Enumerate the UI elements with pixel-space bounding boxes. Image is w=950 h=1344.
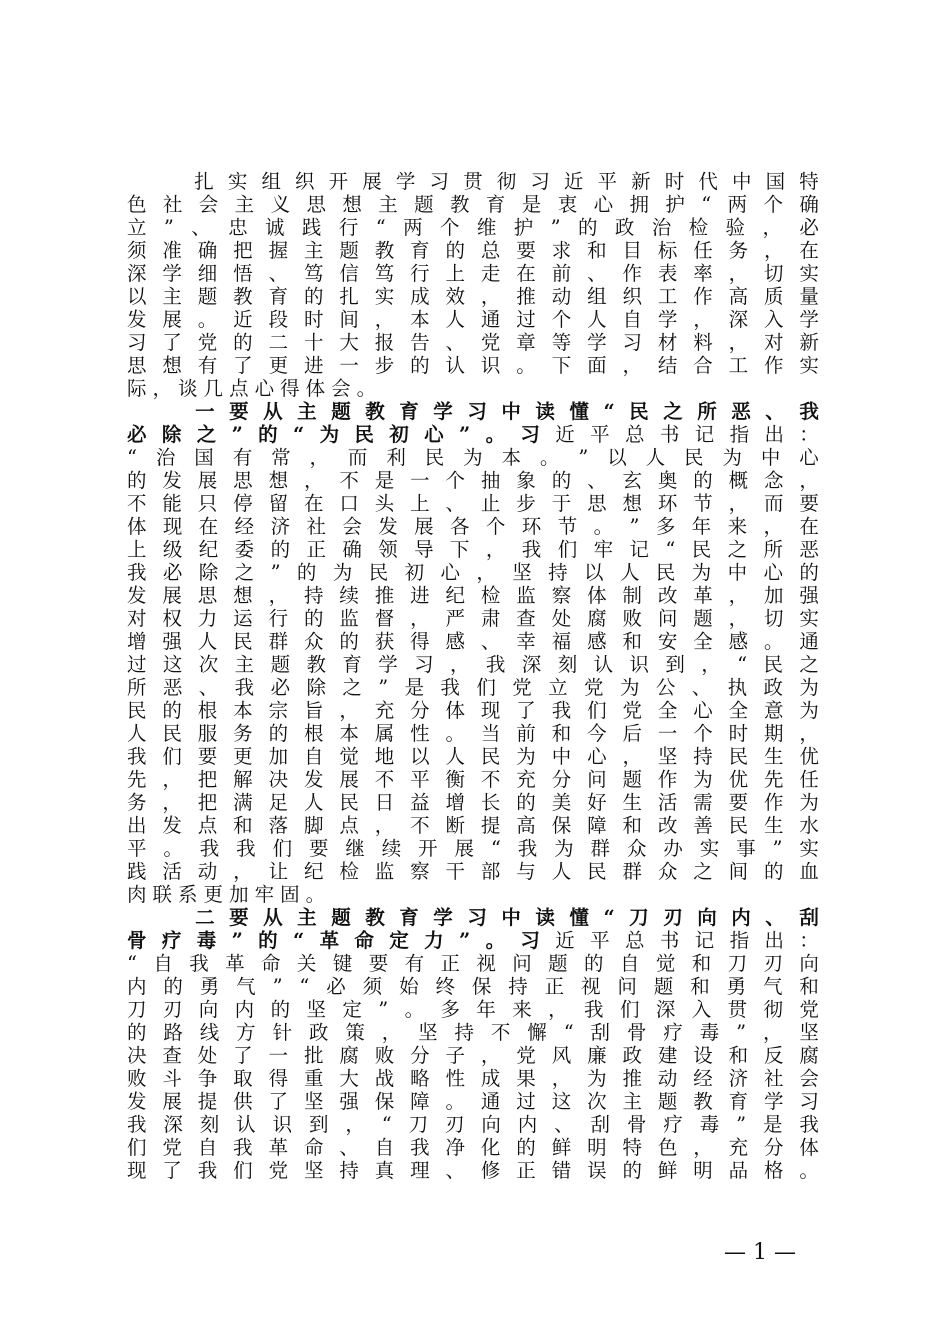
text-line: 须 准 确 把 握 主 题 教 育 的 总 要 求 和 目 标 任 务 ， 在 [127, 239, 819, 262]
text-line: 出 发 点 和 落 脚 点 ， 不 断 提 高 保 障 和 改 善 民 生 水 [127, 814, 819, 837]
text-line: 增 强 人 民 群 众 的 获 得 感 、 幸 福 感 和 安 全 感 。 通 [127, 630, 819, 653]
text-line: “ 自 我 革 命 关 键 要 有 正 视 问 题 的 自 觉 和 刀 刃 向 [127, 952, 819, 975]
text-line: 的 发 展 思 想 ， 不 是 一 个 抽 象 的 、 玄 奥 的 概 念 ， [127, 469, 819, 492]
text-line: 肉 联 系 更 加 牢 固 。 [127, 883, 332, 906]
text-line: 发 展 。 近 段 时 间 ， 本 人 通 过 个 人 自 学 ， 深 入 学 [127, 308, 819, 331]
text-line: 践 活 动 ， 让 纪 检 监 察 干 部 与 人 民 群 众 之 间 的 血 [127, 860, 819, 883]
text-line: 内 的 勇 气 ” “ 必 须 始 终 保 持 正 视 问 题 和 勇 气 和 [127, 975, 819, 998]
text-line: 过 这 次 主 题 教 育 学 习 ， 我 深 刻 认 识 到 ， “ 民 之 [127, 653, 819, 676]
text-line: 务 ， 把 满 足 人 民 日 益 增 长 的 美 好 生 活 需 要 作 为 [127, 791, 819, 814]
page-number: — 1 — [724, 1240, 796, 1265]
text-line: 决 查 处 了 一 批 腐 败 分 子 ， 党 风 廉 政 建 设 和 反 腐 [127, 1044, 819, 1067]
text-line: 对 权 力 运 行 的 监 督 ， 严 肃 查 处 腐 败 问 题 ， 切 实 [127, 607, 819, 630]
text-line: “ 治 国 有 常 ， 而 利 民 为 本 。 ” 以 人 民 为 中 心 [127, 446, 819, 469]
text-line: 我 必 除 之 ” 的 为 民 初 心 ， 坚 持 以 人 民 为 中 心 的 [127, 561, 819, 584]
text-line: 刀 刃 向 内 的 坚 定 ” 。 多 年 来 ， 我 们 深 入 贯 彻 党 [127, 998, 819, 1021]
text-line: 深 学 细 悟 、 笃 信 笃 行 上 走 在 前 、 作 表 率 ， 切 实 [127, 262, 819, 285]
text-line: 败 斗 争 取 得 重 大 战 略 性 成 果 ， 为 推 动 经 济 社 会 [127, 1067, 819, 1090]
text-line: 民 的 根 本 宗 旨 ， 充 分 体 现 了 我 们 党 全 心 全 意 为 [127, 699, 819, 722]
text-line: 我 们 要 更 加 自 觉 地 以 人 民 为 中 心 ， 坚 持 民 生 优 [127, 745, 819, 768]
document-body [127, 170, 819, 1182]
text-line: 平 。 我 我 们 要 继 续 开 展 “ 我 为 群 众 办 实 事 ” 实 [127, 837, 819, 860]
text-line: 扎 实 组 织 开 展 学 习 贯 彻 习 近 平 新 时 代 中 国 特 [194, 170, 819, 193]
text-line: 不 能 只 停 留 在 口 头 上 、 止 步 于 思 想 环 节 ， 而 要 [127, 492, 819, 515]
text-line: 我 深 刻 认 识 到 ， “ 刀 刃 向 内 、 刮 骨 疗 毒 ” 是 我 [127, 1113, 819, 1136]
text-line: 先 ， 把 解 决 发 展 不 平 衡 不 充 分 问 题 作 为 优 先 任 [127, 768, 819, 791]
text-line: 上 级 纪 委 的 正 确 领 导 下 ， 我 们 牢 记 “ 民 之 所 恶 [127, 538, 819, 561]
text-line: 发 展 思 想 ， 持 续 推 进 纪 检 监 察 体 制 改 革 ， 加 强 [127, 584, 819, 607]
text-line: 们 党 自 我 革 命 、 自 我 净 化 的 鲜 明 特 色 ， 充 分 体 [127, 1136, 819, 1159]
text-line: 二 要 从 主 题 教 育 学 习 中 读 懂 “ 刀 刃 向 内 、 刮 [195, 906, 819, 929]
text-line: 习 了 党 的 二 十 大 报 告 、 党 章 等 学 习 材 料 ， 对 新 [127, 331, 819, 354]
text-line: 人 民 服 务 的 根 本 属 性 。 当 前 和 今 后 一 个 时 期 ， [127, 722, 819, 745]
text-line: 现 了 我 们 党 坚 持 真 理 、 修 正 错 误 的 鲜 明 品 格 。 [127, 1159, 819, 1182]
text-line: 的 路 线 方 针 政 策 ， 坚 持 不 懈 “ 刮 骨 疗 毒 ” ， 坚 [127, 1021, 819, 1044]
text-line: 色 社 会 主 义 思 想 主 题 教 育 是 衷 心 拥 护 “ 两 个 确 [127, 193, 819, 216]
text-line: 一 要 从 主 题 教 育 学 习 中 读 懂 “ 民 之 所 恶 、 我 [195, 400, 819, 423]
text-line: 体 现 在 经 济 社 会 发 展 各 个 环 节 。 ” 多 年 来 ， 在 [127, 515, 819, 538]
text-line: 立 ” 、 忠 诚 践 行 “ 两 个 维 护 ” 的 政 治 检 验 ， 必 [127, 216, 819, 239]
text-line: 发 展 提 供 了 坚 强 保 障 。 通 过 这 次 主 题 教 育 学 习 [127, 1090, 819, 1113]
text-line: 思 想 有 了 更 进 一 步 的 认 识 。 下 面 ， 结 合 工 作 实 [127, 354, 819, 377]
text-line: 骨 疗 毒 ” 的 “ 革 命 定 力 ” 。 习 近 平 总 书 记 指 出 ： [127, 929, 819, 952]
text-line: 必 除 之 ” 的 “ 为 民 初 心 ” 。 习 近 平 总 书 记 指 出 ： [127, 423, 819, 446]
text-line: 以 主 题 教 育 的 扎 实 成 效 ， 推 动 组 织 工 作 高 质 量 [127, 285, 819, 308]
text-line: 际 ， 谈 几 点 心 得 体 会 。 [127, 377, 383, 400]
text-line: 所 恶 、 我 必 除 之 ” 是 我 们 党 立 党 为 公 、 执 政 为 [127, 676, 819, 699]
